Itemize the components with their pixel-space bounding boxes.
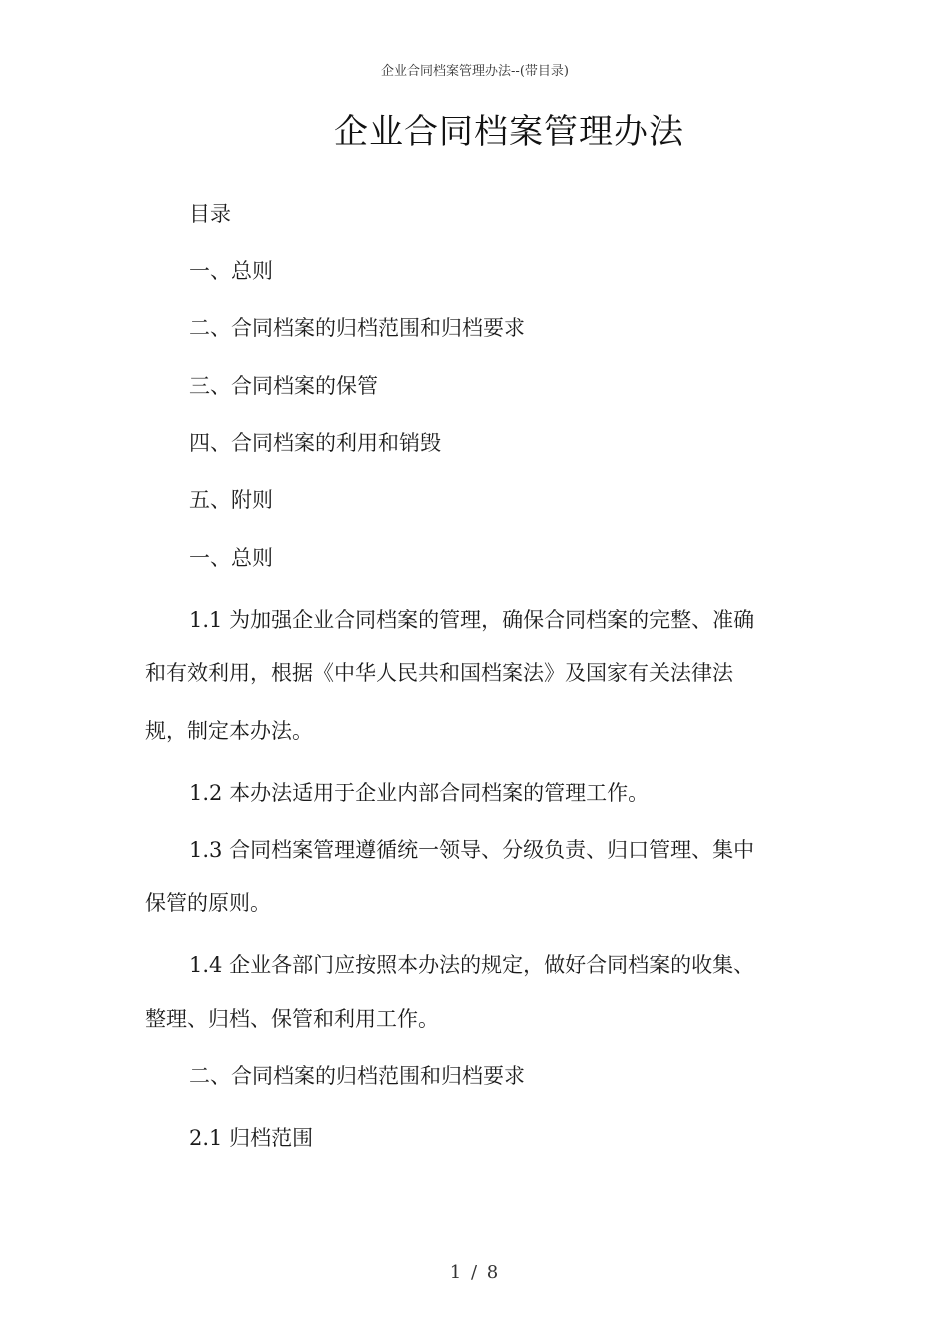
- toc-item-general: 一、总则: [189, 259, 273, 283]
- page-number: 1 / 8: [449, 1262, 501, 1283]
- toc-item-storage: 三、合同档案的保管: [189, 374, 378, 398]
- paragraph-1-1-line-1: 1.1 为加强企业合同档案的管理，确保合同档案的完整、准确: [189, 608, 755, 632]
- paragraph-1-4-line-2: 整理、归档、保管和利用工作。: [145, 1007, 439, 1031]
- paragraph-1-4-line-1: 1.4 企业各部门应按照本办法的规定，做好合同档案的收集、: [189, 953, 755, 977]
- toc-item-scope: 二、合同档案的归档范围和归档要求: [189, 316, 525, 340]
- section-heading-scope: 二、合同档案的归档范围和归档要求: [189, 1064, 525, 1088]
- paragraph-1-1-line-3: 规，制定本办法。: [145, 719, 313, 743]
- document-title: 企业合同档案管理办法: [334, 112, 684, 152]
- toc-heading: 目录: [189, 202, 231, 226]
- paragraph-1-1-line-2: 和有效利用，根据《中华人民共和国档案法》及国家有关法律法: [145, 661, 733, 685]
- paragraph-1-3-line-1: 1.3 合同档案管理遵循统一领导、分级负责、归口管理、集中: [189, 838, 755, 862]
- section-heading-general: 一、总则: [189, 546, 273, 570]
- toc-item-appendix: 五、附则: [189, 488, 273, 512]
- paragraph-1-3-line-2: 保管的原则。: [145, 891, 271, 915]
- toc-item-usage: 四、合同档案的利用和销毁: [189, 431, 441, 455]
- paragraph-1-2: 1.2 本办法适用于企业内部合同档案的管理工作。: [189, 781, 650, 805]
- running-header: 企业合同档案管理办法--(带目录): [381, 64, 569, 79]
- paragraph-2-1: 2.1 归档范围: [189, 1126, 314, 1150]
